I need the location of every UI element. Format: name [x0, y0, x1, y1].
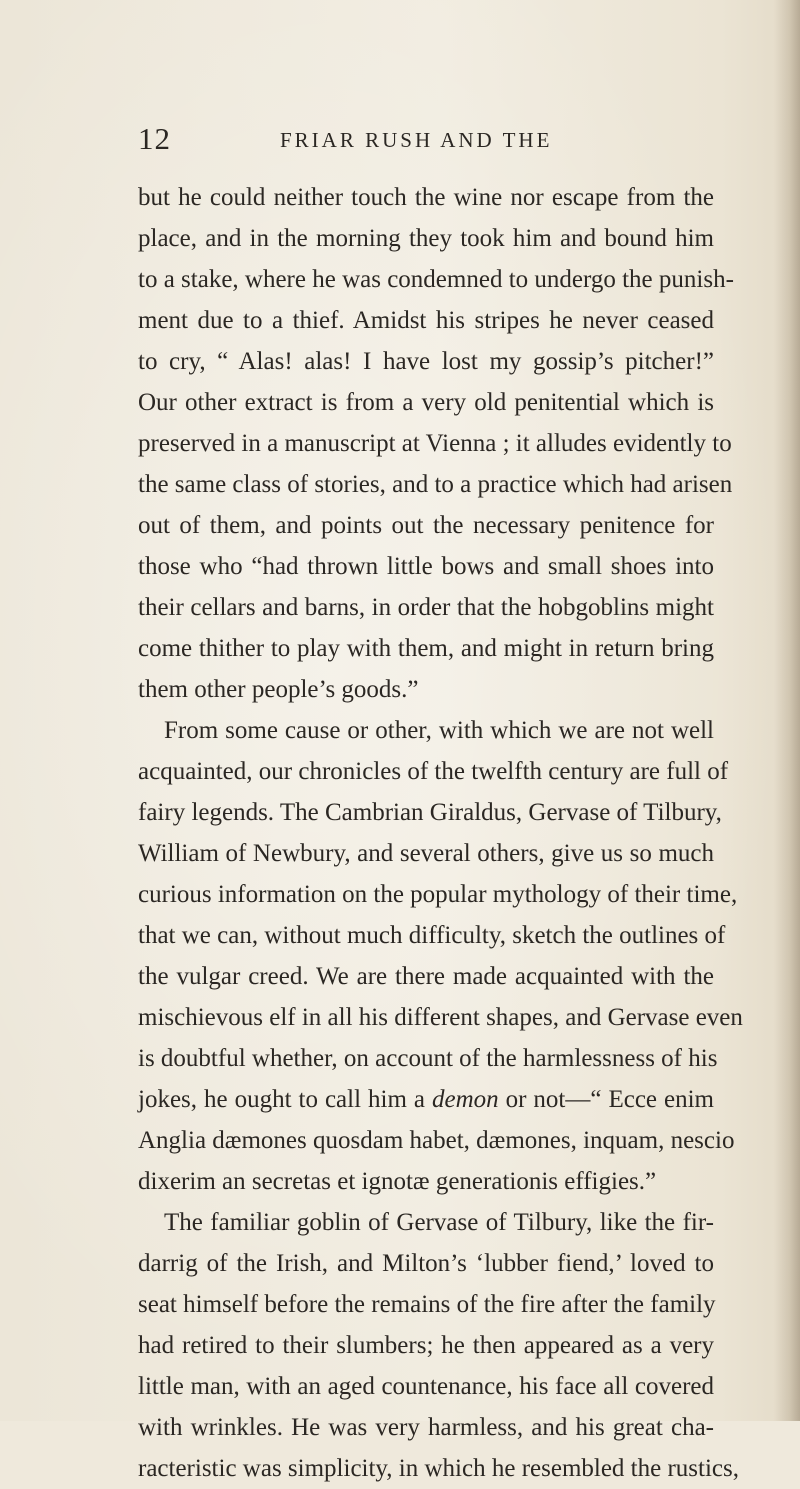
running-title: FRIAR RUSH AND THE: [280, 128, 553, 152]
text-line: those who “had thrown little bows and small shoes into: [138, 553, 714, 580]
italic-word: demon: [431, 1086, 499, 1113]
text-line: mischievous elf in all his different shapes, and Gervase even: [138, 1004, 743, 1031]
text-line: them other people’s goods.”: [138, 676, 419, 703]
text-line: the same class of stories, and to a practice which had arisen: [138, 471, 733, 498]
text-line: Our other extract is from a very old penitential which is: [138, 389, 714, 416]
text-line: place, and in the morning they took him and bound him: [138, 225, 714, 252]
text-line: fairy legends. The Cambrian Giraldus, Gervase of Tilbury,: [138, 799, 722, 826]
text-line: to cry, “ Alas! alas! I have lost my gossip’s pitcher!”: [138, 348, 714, 375]
text-line: William of Newbury, and several others, give us so much: [138, 840, 714, 867]
text-line: preserved in a manuscript at Vienna ; it alludes evidently to: [138, 430, 732, 457]
text-line: ment due to a thief. Amidst his stripes he never ceased: [138, 307, 714, 334]
text-line: out of them, and points out the necessary penitence for: [138, 512, 714, 539]
text-line: the vulgar creed. We are there made acquainted with the: [138, 963, 714, 990]
text-line: Anglia dæmones quosdam habet, dæmones, inquam, nescio: [138, 1127, 735, 1154]
text-line: their cellars and barns, in order that the hobgoblins might: [138, 594, 714, 621]
text-line: is doubtful whether, on account of the harmlessness of his: [138, 1045, 718, 1072]
text-line: racteristic was simplicity, in which he resembled the rustics,: [138, 1455, 739, 1482]
page-edge-shadow: [774, 0, 800, 1421]
text-line: to a stake, where he was condemned to undergo the punish-: [138, 266, 734, 293]
body-text: [138, 177, 743, 1489]
text-line: with wrinkles. He was very harmless, and his great cha-: [138, 1414, 714, 1441]
text-line: but he could neither touch the wine nor escape from the: [138, 184, 714, 211]
text-line: acquainted, our chronicles of the twelfth century are full of: [138, 758, 729, 785]
text-line: that we can, without much difficulty, sketch the outlines of: [138, 922, 726, 949]
page-header: [138, 121, 738, 161]
page-number: 12: [138, 121, 171, 156]
text-line: jokes, he ought to call him a demon or not—“ Ecce enim: [138, 1086, 714, 1113]
text-line: had retired to their slumbers; he then appeared as a very: [138, 1332, 714, 1359]
text-line: darrig of the Irish, and Milton’s ‘lubber fiend,’ loved to: [138, 1250, 714, 1277]
text-line: dixerim an secretas et ignotæ generationis effigies.”: [138, 1168, 657, 1195]
text-line: come thither to play with them, and might in return bring: [138, 635, 714, 662]
text-line: seat himself before the remains of the fire after the family: [138, 1291, 716, 1318]
text-line: little man, with an aged countenance, his face all covered: [138, 1373, 714, 1400]
text-line: The familiar goblin of Gervase of Tilbury, like the fir-: [164, 1209, 714, 1236]
text-line: From some cause or other, with which we are not well: [164, 717, 714, 744]
text-line: curious information on the popular mythology of their time,: [138, 881, 738, 908]
